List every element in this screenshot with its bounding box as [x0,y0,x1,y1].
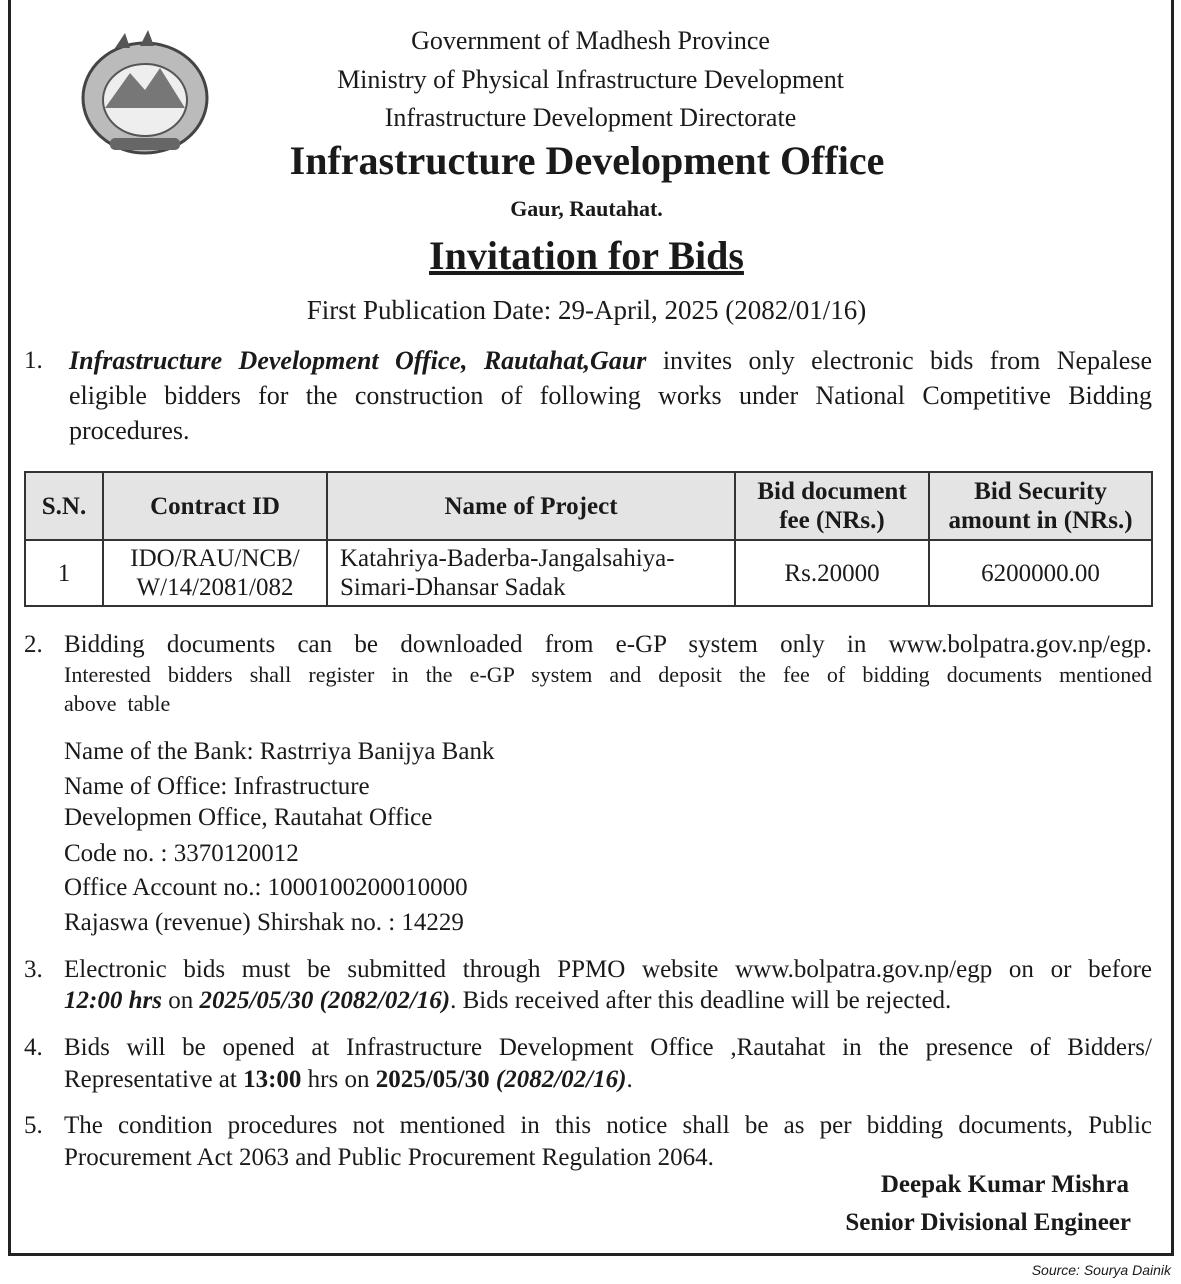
cell-bid-security: 6200000.00 [929,540,1152,606]
account-no: Office Account no.: 1000100200010000 [64,874,468,901]
text: Representative at [64,1066,244,1093]
point2-line2: Interested bidders shall register in the e-GP system and deposit the fee of bidding documents mentioned [64,662,1152,687]
opening-date: 2025/05/30 [375,1066,490,1093]
text: fee (NRs.) [779,507,885,534]
ministry-line: Ministry of Physical Infrastructure Development [337,65,844,94]
opening-date-nepali: (2082/02/16) [495,1066,627,1093]
point3-line2 [64,986,951,1016]
text: IDO/RAU/NCB/ [130,545,300,572]
text: Bid Security [974,478,1107,505]
table-row [25,540,1152,606]
point4-line1: Bids will be opened at Infrastructure Development Office ,Rautahat in the presence of Bidders/ [64,1034,1152,1061]
point4-line2 [64,1065,633,1095]
point1-line2: eligible bidders for the construction of following works under National Competitive Bidding [69,381,1152,410]
col-contract-id: Contract ID [103,472,327,540]
text: . [626,1066,633,1093]
text: W/14/2081/082 [136,574,294,601]
point5-line2: Procurement Act 2063 and Public Procurement Regulation 2064. [64,1144,714,1171]
point-number: 3. [24,956,43,983]
office-name-line2: Developmen Office, Rautahat Office [64,804,433,831]
text: hrs on [301,1066,376,1093]
point2-line3: above table [64,691,171,716]
office-name: Infrastructure Development Office, Rautahat,Gaur [69,346,647,375]
col-bid-security [929,472,1152,540]
point-number: 1. [24,347,43,374]
government-line: Government of Madhesh Province [411,26,770,55]
cell-sn: 1 [25,540,103,606]
text: Bid document [757,478,907,505]
point2-line1: Bidding documents can be downloaded from e-GP system only in www.bolpatra.gov.np/egp. [64,631,1152,658]
bank-name: Name of the Bank: Rastrriya Banijya Bank [64,738,495,765]
point1-line1 [69,346,1152,376]
text: Simari-Dhansar Sadak [340,574,566,601]
cell-project-name [327,540,735,606]
cell-bid-fee: Rs.20000 [735,540,929,606]
point-number: 4. [24,1034,43,1061]
directorate-line: Infrastructure Development Directorate [384,103,797,132]
col-bid-fee [735,472,929,540]
office-title: Infrastructure Development Office [289,138,885,183]
office-location: Gaur, Rautahat. [510,196,663,221]
deadline-date: 2025/05/30 (2082/02/16) [199,987,451,1014]
source-credit: Source: Sourya Dainik [1031,1262,1171,1278]
text: Katahriya-Baderba-Jangalsahiya- [340,545,675,572]
point3-line1: Electronic bids must be submitted through PPMO website www.bolpatra.gov.np/egp on or before [64,956,1152,983]
text: invites only electronic bids from Nepalese [646,346,1153,375]
text: amount in (NRs.) [948,507,1133,534]
point-number: 5. [24,1112,43,1139]
office-name-line1: Name of Office: Infrastructure [64,773,370,800]
cell-contract-id [103,540,327,606]
works-table [24,471,1153,607]
col-project-name: Name of Project [327,472,735,540]
code-no: Code no. : 3370120012 [64,840,299,867]
publication-date: First Publication Date: 29-April, 2025 (2082/01/16) [306,295,867,325]
notice-title: Invitation for Bids [429,233,744,278]
revenue-no: Rajaswa (revenue) Shirshak no. : 14229 [64,909,464,936]
point5-line1: The condition procedures not mentioned in this notice shall be as per bidding documents, Public [64,1112,1152,1139]
signatory-name: Deepak Kumar Mishra [880,1171,1129,1198]
deadline-time: 12:00 hrs [64,987,162,1014]
table-header-row [25,472,1152,540]
opening-time: 13:00 [243,1066,302,1093]
signatory-title: Senior Divisional Engineer [845,1209,1131,1236]
point-number: 2. [24,631,43,658]
text: on [161,987,200,1014]
text: . Bids received after this deadline will be rejected. [450,987,952,1014]
point1-line3: procedures. [69,416,190,445]
col-sn: S.N. [25,472,103,540]
